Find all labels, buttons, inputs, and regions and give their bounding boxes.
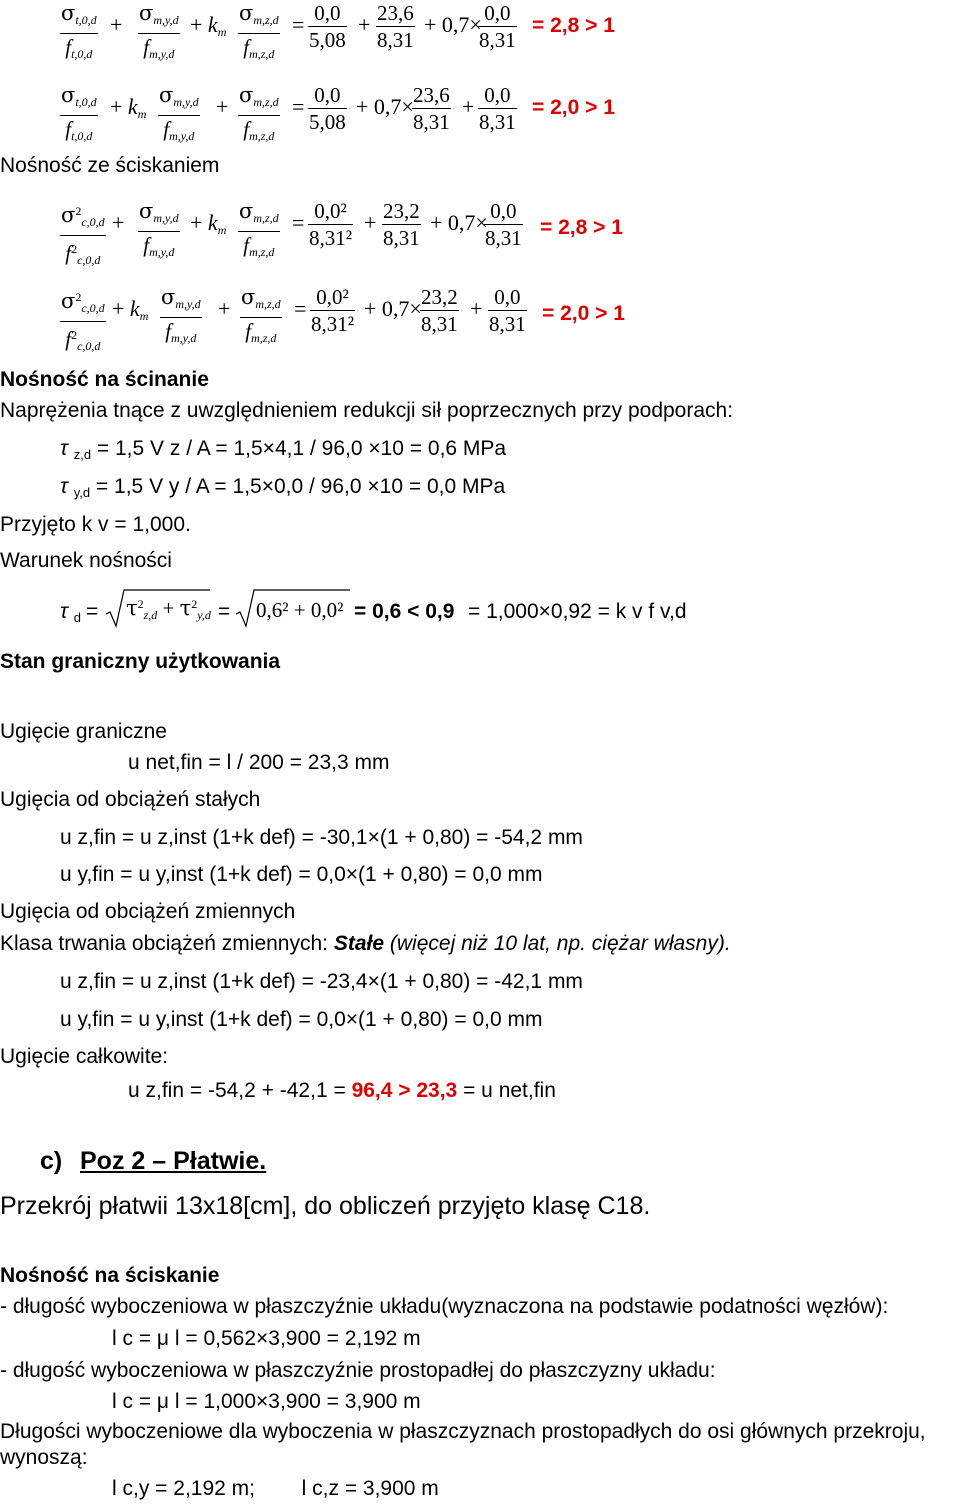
limit-label: Ugięcie graniczne: [0, 720, 167, 743]
section-label: c): [40, 1147, 63, 1175]
frac-sigma-my: $\sigma_{m,y,d}$ $f_{m,y,d}$: [161, 285, 201, 345]
plus-op: +: [110, 12, 123, 37]
perm-z-line: u z,fin = u z,inst (1+k def) = -30,1×(1 + 0,80) = -54,2 mm: [60, 826, 583, 849]
sqrt-content-2: 0,6² + 0,0²: [256, 598, 344, 622]
u-net-line: u net,fin = l / 200 = 23,3 mm: [128, 751, 390, 774]
frac-sigma-mz: $\sigma_{m,z,d}$ $f_{m,z,d}$: [239, 199, 279, 259]
frac-sigma-mz: $\sigma_{m,z,d}$ $f_{m,z,d}$: [241, 285, 281, 345]
var-z-line: u z,fin = u z,inst (1+k def) = -23,4×(1 + 0,80) = -42,1 mm: [60, 970, 583, 993]
frac-value-1: 0,0 5,08: [309, 1, 346, 52]
frac-sigma-my: $\sigma_{m,y,d}$ $f_{m,y,d}$: [159, 83, 199, 143]
total-line: u z,fin = -54,2 + -42,1 = 96,4 > 23,3 = u net,fin: [128, 1079, 556, 1102]
frac-sigma-my: $\sigma_{m,y,d}$ $f_{m,y,d}$: [139, 199, 179, 259]
equals-op: =: [294, 296, 307, 321]
heading-compression: Nośność ze ściskaniem: [0, 154, 220, 177]
check-result: = 2,0 > 1: [532, 96, 615, 119]
final-calc: l c,y = 2,192 m; l c,z = 3,900 m: [112, 1477, 439, 1500]
coef-op: + 0,7×: [364, 296, 422, 321]
frac-sigma-c: $\sigma^2_{c,0,d}$ $f^2_{c,0,d}$: [61, 203, 105, 267]
condition-label: Warunek nośności: [0, 549, 172, 572]
shear-intro: Naprężenia tnące z uwzględnieniem redukcji sił poprzecznych przy podporach:: [0, 399, 734, 422]
var-label: Ugięcia od obciążeń zmiennych: [0, 900, 296, 923]
frac-sigma-t: $\sigma_{t,0,d}$ $f_{t,0,d}$: [61, 83, 97, 143]
section-desc: Przekrój płatwii 13x18[cm], do obliczeń przyjęto klasę C18.: [0, 1192, 651, 1220]
equals-op: =: [292, 210, 305, 235]
plus-op: +: [364, 210, 377, 235]
buckling-calc-2: l c = μ l = 1,000×3,900 = 3,900 m: [112, 1390, 421, 1413]
plus-op: +: [218, 296, 231, 321]
plus-km-op: + $k_m$: [190, 12, 227, 39]
plus-km-op: + $k_m$: [110, 94, 147, 121]
frac-value-2: 23,6 8,31: [413, 83, 450, 134]
var-y-line: u y,fin = u y,inst (1+k def) = 0,0×(1 + 0,80) = 0,0 mm: [60, 1008, 543, 1031]
heading-compression-2: Nośność na ściskanie: [0, 1264, 220, 1287]
frac-value-2: 23,6 8,31: [377, 1, 414, 52]
frac-sigma-mz: $\sigma_{m,z,d}$ $f_{m,z,d}$: [239, 83, 279, 143]
tau-d-equals: =: [86, 600, 99, 623]
frac-value-1: 0,0² 8,31²: [311, 285, 355, 336]
plus-km-op: + $k_m$: [190, 210, 227, 237]
plus-km-op: + $k_m$: [112, 296, 149, 323]
frac-sigma-mz: $\sigma_{m,z,d}$ $f_{m,z,d}$: [239, 1, 279, 61]
equals-op: =: [292, 94, 305, 119]
frac-sigma-c: $\sigma^2_{c,0,d}$ $f^2_{c,0,d}$: [61, 289, 105, 353]
frac-sigma-t: $\sigma_{t,0,d}$ $f_{t,0,d}$: [61, 1, 97, 61]
heading-shear: Nośność na ścinanie: [0, 368, 209, 391]
coef-op: + 0,7×: [356, 94, 414, 119]
tau-y-formula: τ y,d = 1,5 V y / A = 1,5×0,0 / 96,0 ×10 = 0,0 MPa: [60, 475, 506, 500]
plus-op: +: [462, 94, 475, 119]
perm-y-line: u y,fin = u y,inst (1+k def) = 0,0×(1 + 0,80) = 0,0 mm: [60, 863, 543, 886]
frac-value-3: 0,0 8,31: [479, 1, 516, 52]
frac-value-2: 23,2 8,31: [421, 285, 458, 336]
class-line: Klasa trwania obciążeń zmiennych: Stałe (więcej niż 10 lat, np. ciężar własny).: [0, 932, 731, 955]
frac-value-2: 23,2 8,31: [383, 199, 420, 250]
buckling-calc-1: l c = μ l = 0,562×3,900 = 2,192 m: [112, 1327, 421, 1350]
shear-result: = 0,6 < 0,9: [354, 600, 455, 623]
shear-tail: = 1,000×0,92 = k v f v,d: [468, 600, 687, 623]
section-title: Poz 2 – Płatwie.: [80, 1147, 267, 1175]
kv-line: Przyjęto k v = 1,000.: [0, 513, 191, 536]
frac-value-1: 0,0 5,08: [309, 83, 346, 134]
check-result: = 2,0 > 1: [542, 302, 625, 325]
coef-op: + 0,7×: [424, 12, 482, 37]
frac-sigma-my: $\sigma_{m,y,d}$ $f_{m,y,d}$: [139, 1, 179, 61]
buckling-text-1: - długość wyboczeniowa w płaszczyźnie układu(wyznaczona na podstawie podatności węzłów):: [0, 1295, 889, 1318]
frac-value-3: 0,0 8,31: [485, 199, 522, 250]
frac-value-1: 0,0² 8,31²: [309, 199, 353, 250]
final-text-2: wynoszą:: [0, 1446, 88, 1469]
tau-z-formula: τ z,d = 1,5 V z / A = 1,5×4,1 / 96,0 ×10 = 0,6 MPa: [60, 437, 507, 462]
sqrt-content-1: $\tau^2_{z,d} + \tau^2_{y,d}$: [126, 596, 211, 622]
coef-op: + 0,7×: [430, 210, 488, 235]
equals-op: =: [292, 12, 305, 37]
frac-value-3: 0,0 8,31: [479, 83, 516, 134]
total-label: Ugięcie całkowite:: [0, 1045, 169, 1068]
plus-op: +: [216, 94, 229, 119]
plus-op: +: [112, 210, 125, 235]
check-result: = 2,8 > 1: [532, 14, 615, 37]
tau-d-symbol: τ d: [60, 600, 81, 625]
equals-op: =: [218, 600, 231, 623]
perm-label: Ugięcia od obciążeń stałych: [0, 788, 261, 811]
frac-value-3: 0,0 8,31: [489, 285, 526, 336]
plus-op: +: [358, 12, 371, 37]
buckling-text-2: - długość wyboczeniowa w płaszczyźnie prostopadłej do płaszczyzny układu:: [0, 1359, 716, 1382]
check-result: = 2,8 > 1: [540, 216, 623, 239]
final-text-1: Długości wyboczeniowe dla wyboczenia w płaszczyznach prostopadłych do osi głównych przekroju,: [0, 1420, 926, 1443]
heading-sls: Stan graniczny użytkowania: [0, 650, 281, 673]
plus-op: +: [470, 296, 483, 321]
